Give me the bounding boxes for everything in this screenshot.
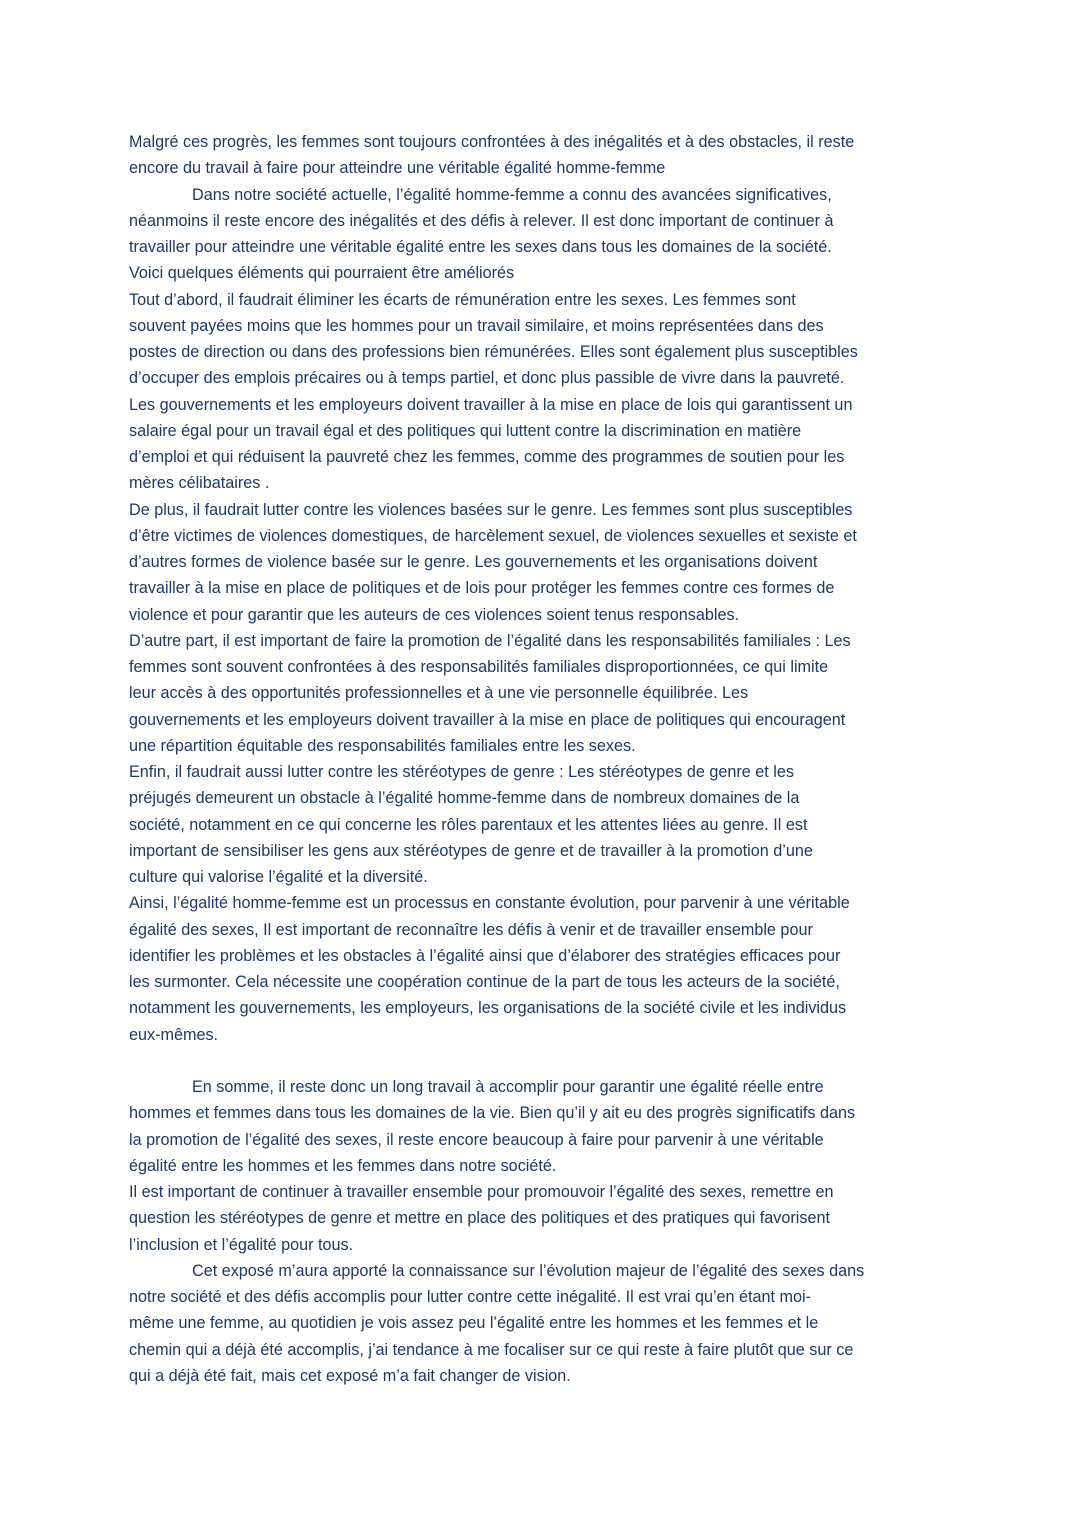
text-line: les surmonter. Cela nécessite une coopération continue de la part de tous les acteurs de la société,: [129, 973, 840, 991]
text-line: d’occuper des emplois précaires ou à temps partiel, et donc plus passible de vivre dans la pauvreté.: [129, 369, 845, 388]
text-line: D’autre part, il est important de faire la promotion de l’égalité dans les responsabilités familiales : Les: [129, 631, 851, 650]
text-line: néanmoins il reste encore des inégalités et des défis à relever. Il est donc important de continuer à: [129, 211, 834, 230]
text-line: Cet exposé m’aura apporté la connaissance sur l’évolution majeur de l’égalité des sexes dans: [192, 1261, 865, 1280]
text-line: salaire égal pour un travail égal et des politiques qui luttent contre la discrimination en matière: [129, 421, 802, 440]
text-line: Ainsi, l’égalité homme-femme est un processus en constante évolution, pour parvenir à une véritable: [129, 894, 850, 913]
text-line: De plus, il faudrait lutter contre les violences basées sur le genre. Les femmes sont plus susceptibles: [129, 500, 853, 519]
text-line: eux-mêmes.: [129, 1025, 219, 1044]
text-line: Tout d’abord, il faudrait éliminer les écarts de rémunération entre les sexes. Les femmes sont: [129, 290, 796, 309]
text-line: une répartition équitable des responsabilités familiales entre les sexes.: [129, 736, 636, 755]
text-line: notre société et des défis accomplis pour lutter contre cette inégalité. Il est vrai qu’en étant moi-: [129, 1288, 812, 1306]
text-line: Les gouvernements et les employeurs doivent travailler à la mise en place de lois qui garantissent un: [129, 395, 853, 414]
text-line: d’être victimes de violences domestiques, de harcèlement sexuel, de violences sexuelles et sexiste et: [129, 526, 857, 545]
text-line: hommes et femmes dans tous les domaines de la vie. Bien qu’il y ait eu des progrès significatifs dans: [129, 1104, 856, 1123]
text-line: Voici quelques éléments qui pourraient être améliorés: [129, 264, 515, 283]
text-line: d’emploi et qui réduisent la pauvreté chez les femmes, comme des programmes de soutien pour les: [129, 448, 845, 466]
text-line: gouvernements et les employeurs doivent travailler à la mise en place de politiques qui encouragent: [129, 710, 846, 729]
text-line: travailler pour atteindre une véritable égalité entre les sexes dans tous les domaines de la société.: [129, 238, 832, 256]
text-line: Malgré ces progrès, les femmes sont toujours confrontées à des inégalités et à des obstacles, il reste: [129, 133, 855, 151]
text-line: Enfin, il faudrait aussi lutter contre les stéréotypes de genre : Les stéréotypes de genre et les: [129, 763, 794, 781]
text-line: postes de direction ou dans des professions bien rémunérées. Elles sont également plus susceptibles: [129, 343, 858, 361]
text-line: leur accès à des opportunités professionnelles et à une vie personnelle équilibrée. Les: [129, 684, 749, 703]
text-line: notamment les gouvernements, les employeurs, les organisations de la société civile et les individus: [129, 999, 847, 1018]
text-line: identifier les problèmes et les obstacles à l’égalité ainsi que d’élaborer des stratégies efficaces pour: [129, 946, 841, 965]
document-body: [129, 129, 969, 1389]
text-line: même une femme, au quotidien je vois assez peu l’égalité entre les hommes et les femmes et le: [129, 1314, 819, 1333]
text-line: la promotion de l’égalité des sexes, il reste encore beaucoup à faire pour parvenir à une véritable: [129, 1130, 824, 1149]
text-line: important de sensibiliser les gens aux stéréotypes de genre et de travailler à la promotion d’une: [129, 841, 813, 860]
text-line: culture qui valorise l’égalité et la diversité.: [129, 868, 428, 886]
text-line: souvent payées moins que les hommes pour un travail similaire, et moins représentées dans des: [129, 316, 824, 335]
text-line: question les stéréotypes de genre et mettre en place des politiques et des pratiques qui favorisent: [129, 1209, 830, 1228]
text-line: travailler à la mise en place de politiques et de lois pour protéger les femmes contre ces formes de: [129, 579, 835, 598]
text-line: En somme, il reste donc un long travail à accomplir pour garantir une égalité réelle entre: [192, 1078, 824, 1096]
text-line: femmes sont souvent confrontées à des responsabilités familiales disproportionnées, ce qui limite: [129, 658, 829, 676]
text-line: chemin qui a déjà été accomplis, j’ai tendance à me focaliser sur ce qui reste à faire plutôt que sur ce: [129, 1340, 854, 1359]
text-line: société, notamment en ce qui concerne les rôles parentaux et les attentes liées au genre. Il est: [129, 815, 808, 834]
text-line: préjugés demeurent un obstacle à l’égalité homme-femme dans de nombreux domaines de la: [129, 789, 800, 808]
text-line: qui a déjà été fait, mais cet exposé m’a fait changer de vision.: [129, 1366, 571, 1385]
text-line: d’autres formes de violence basée sur le genre. Les gouvernements et les organisations doivent: [129, 553, 818, 571]
text-line: encore du travail à faire pour atteindre une véritable égalité homme-femme: [129, 159, 666, 178]
text-line: égalité des sexes, Il est important de reconnaître les défis à venir et de travailler ensemble pour: [129, 920, 813, 939]
text-line: [129, 1048, 969, 1074]
text-line: violence et pour garantir que les auteurs de ces violences soient tenus responsables.: [129, 605, 740, 624]
text-line: Dans notre société actuelle, l’égalité homme-femme a connu des avancées significatives,: [192, 185, 832, 204]
text-line: égalité entre les hommes et les femmes dans notre société.: [129, 1156, 557, 1175]
text-line: l’inclusion et l’égalité pour tous.: [129, 1235, 354, 1254]
text-line: Il est important de continuer à travailler ensemble pour promouvoir l’égalité des sexes, remettre en: [129, 1183, 834, 1201]
text-line: mères célibataires .: [129, 474, 270, 493]
